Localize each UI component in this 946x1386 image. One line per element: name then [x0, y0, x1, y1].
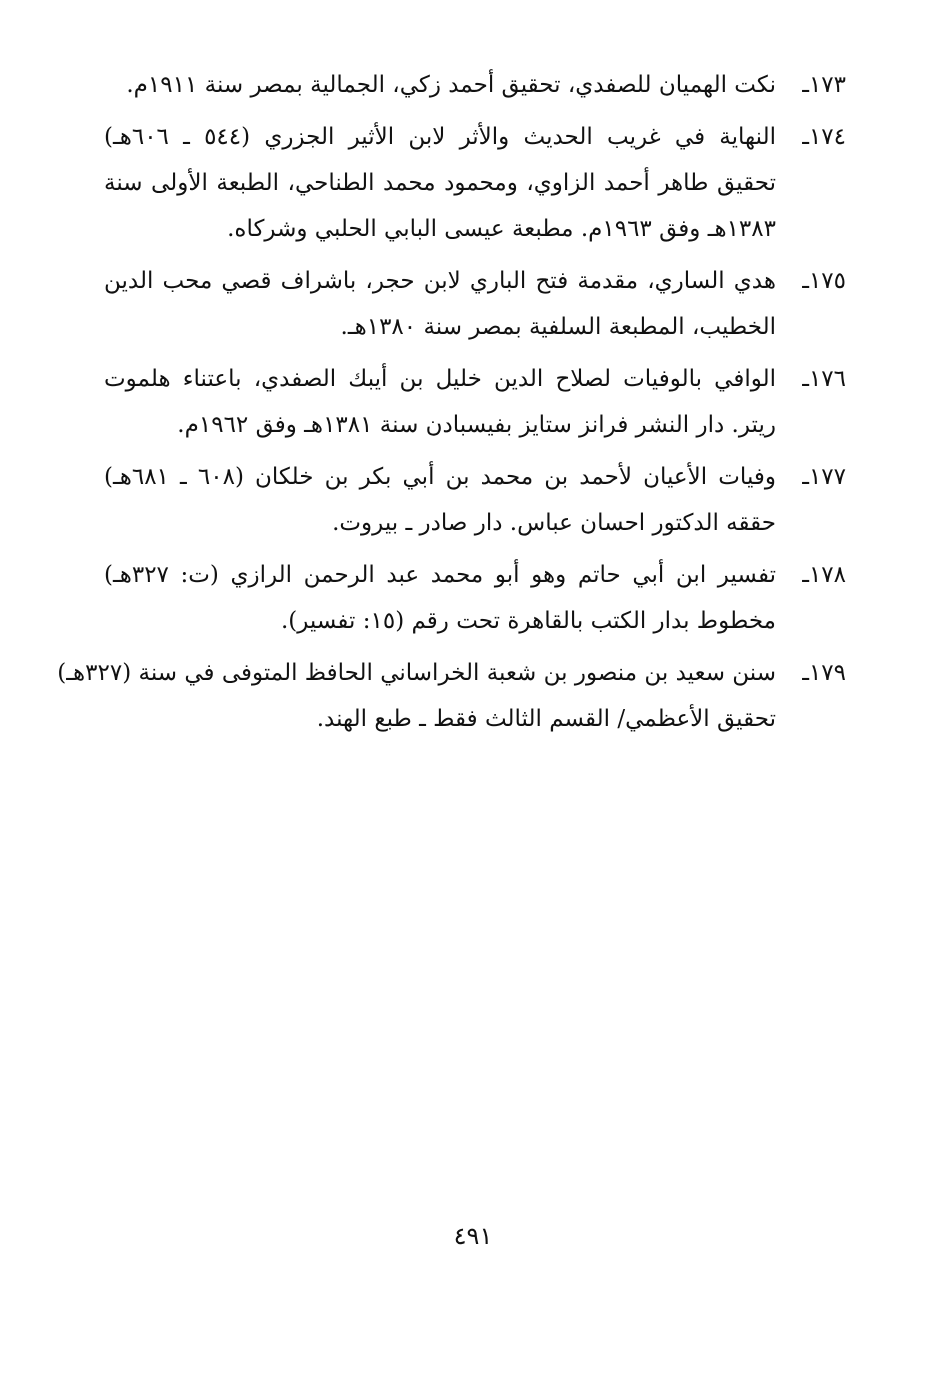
- entry-number: ١٧٥ـ: [802, 268, 846, 294]
- page-number: ٤٩١: [453, 1222, 493, 1250]
- entry-text: [104, 552, 776, 644]
- entry-line: تفسير ابن أبي حاتم وهو أبو محمد عبد الرحمن الرازي (ت: ٣٢٧هـ): [104, 562, 776, 588]
- entry-number: ١٧٤ـ: [802, 124, 846, 150]
- entry-text: [104, 258, 776, 350]
- entry-number: ١٧٦ـ: [802, 366, 846, 392]
- reference-list: [57, 62, 846, 748]
- entry-line: تحقيق طاهر أحمد الزاوي، ومحمود محمد الطناحي، الطبعة الأولى سنة: [104, 170, 776, 196]
- reference-entry: [57, 650, 846, 742]
- entry-number: ١٧٣ـ: [802, 72, 846, 98]
- entry-line: وفيات الأعيان لأحمد بن محمد بن أبي بكر بن خلكان (٦٠٨ ـ ٦٨١هـ): [104, 464, 776, 490]
- reference-entry: [104, 258, 846, 350]
- reference-entry: [104, 454, 846, 546]
- entry-line: نكت الهميان للصفدي، تحقيق أحمد زكي، الجمالية بمصر سنة ١٩١١م.: [126, 72, 776, 98]
- entry-text: [104, 114, 776, 252]
- entry-line: الوافي بالوفيات لصلاح الدين خليل بن أيبك الصفدي، باعتناء هلموت: [104, 366, 776, 392]
- reference-entry: [104, 62, 846, 108]
- entry-line: تحقيق الأعظمي/ القسم الثالث فقط ـ طبع الهند.: [316, 706, 776, 732]
- entry-text: [57, 650, 776, 742]
- entry-text: [104, 62, 776, 108]
- entry-line: الخطيب، المطبعة السلفية بمصر سنة ١٣٨٠هـ.: [340, 314, 776, 340]
- entry-line: هدي الساري، مقدمة فتح الباري لابن حجر، باشراف قصي محب الدين: [104, 268, 776, 294]
- entry-text: [104, 454, 776, 546]
- entry-text: [104, 356, 776, 448]
- entry-line: ريتر. دار النشر فرانز ستايز بفيسبادن سنة ١٣٨١هـ وفق ١٩٦٢م.: [177, 412, 776, 438]
- entry-line: حققه الدكتور احسان عباس. دار صادر ـ بيروت.: [332, 510, 776, 536]
- entry-number: ١٧٧ـ: [802, 464, 846, 490]
- reference-entry: [104, 356, 846, 448]
- entry-line: سنن سعيد بن منصور بن شعبة الخراساني الحافظ المتوفى في سنة (٣٢٧هـ): [57, 660, 776, 686]
- entry-number: ١٧٨ـ: [802, 562, 846, 588]
- entry-number: ١٧٩ـ: [802, 660, 846, 686]
- reference-entry: [104, 114, 846, 252]
- entry-line: ١٣٨٣هـ وفق ١٩٦٣م. مطبعة عيسى البابي الحلبي وشركاه.: [227, 216, 776, 242]
- entry-line: النهاية في غريب الحديث والأثر لابن الأثير الجزري (٥٤٤ ـ ٦٠٦هـ): [104, 124, 776, 150]
- reference-entry: [104, 552, 846, 644]
- entry-line: مخطوط بدار الكتب بالقاهرة تحت رقم (١٥: تفسير).: [280, 608, 776, 634]
